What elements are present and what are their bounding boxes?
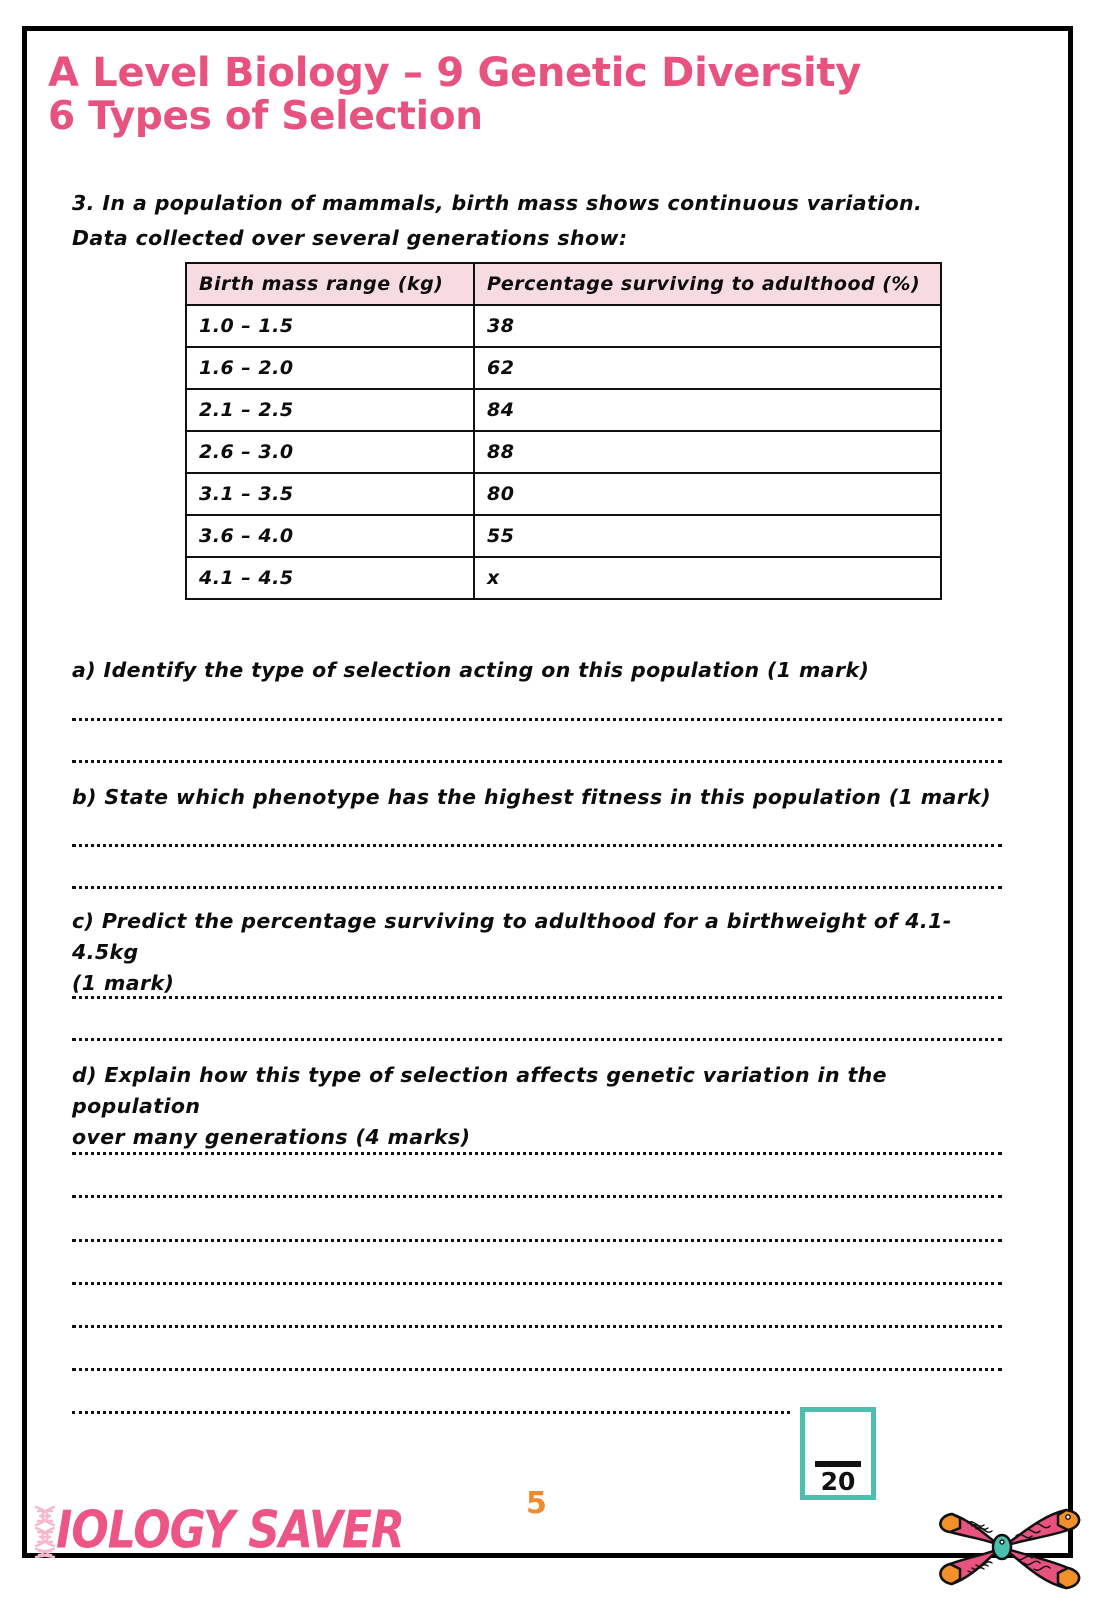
table-cell-percentage: 88: [474, 431, 941, 473]
table-row: [186, 557, 941, 599]
question-part-d: [72, 1060, 1012, 1152]
table-column-header-percentage: Percentage surviving to adulthood (%): [474, 263, 941, 305]
page-title-main: A Level Biology – 9 Genetic Diversity: [48, 50, 862, 96]
table-row: [186, 389, 941, 431]
answer-line-d-2[interactable]: [72, 1195, 1002, 1198]
biology-saver-logo: [30, 1500, 404, 1562]
table-cell-percentage: 62: [474, 347, 941, 389]
table-row: [186, 347, 941, 389]
question-intro-line-1: 3. In a population of mammals, birth mass shows continuous variation.: [72, 191, 923, 215]
answer-line-d-1[interactable]: [72, 1152, 1002, 1155]
table-cell-percentage: x: [474, 557, 941, 599]
page-header: [48, 52, 1028, 138]
table-cell-birth-mass: 1.6 – 2.0: [186, 347, 474, 389]
answer-line-d-4[interactable]: [72, 1282, 1002, 1285]
table-cell-percentage: 55: [474, 515, 941, 557]
table-cell-birth-mass: 3.1 – 3.5: [186, 473, 474, 515]
answer-line-a-2[interactable]: [72, 760, 1002, 763]
answer-line-c-1[interactable]: [72, 996, 1002, 999]
question-intro: [72, 186, 972, 257]
table-row: [186, 473, 941, 515]
question-intro-line-2: Data collected over several generations show:: [72, 226, 628, 251]
table-row: [186, 431, 941, 473]
table-cell-birth-mass: 4.1 – 4.5: [186, 557, 474, 599]
table-header-row: [186, 263, 941, 305]
table-cell-percentage: 80: [474, 473, 941, 515]
chromosome-icon: [916, 1492, 1096, 1602]
table-cell-birth-mass: 1.0 – 1.5: [186, 305, 474, 347]
table-cell-birth-mass: 2.1 – 2.5: [186, 389, 474, 431]
answer-line-d-3[interactable]: [72, 1239, 1002, 1242]
marks-total: 20: [820, 1467, 856, 1496]
marks-box: [800, 1407, 876, 1500]
table-cell-birth-mass: 3.6 – 4.0: [186, 515, 474, 557]
logo-text: IOLOGY SAVER: [56, 1500, 404, 1561]
answer-line-b-2[interactable]: [72, 886, 1002, 889]
answer-line-b-1[interactable]: [72, 844, 1002, 847]
table-body: [186, 305, 941, 599]
page-number: 5: [526, 1486, 547, 1521]
table-row: [186, 515, 941, 557]
table-row: [186, 305, 941, 347]
answer-line-c-2[interactable]: [72, 1038, 1002, 1041]
question-part-c-line-2: (1 mark): [72, 970, 175, 995]
question-part-b: b) State which phenotype has the highest fitness in this population (1 mark): [72, 785, 992, 809]
question-part-d-line-2: over many generations (4 marks): [72, 1124, 471, 1149]
page-title-sub: 6 Types of Selection: [48, 94, 483, 140]
answer-line-d-5[interactable]: [72, 1325, 1002, 1328]
answer-line-d-7[interactable]: [72, 1411, 790, 1414]
data-table-container: [185, 262, 940, 600]
table-cell-percentage: 38: [474, 305, 941, 347]
question-part-c: [72, 906, 1012, 998]
question-part-a: a) Identify the type of selection acting on this population (1 mark): [72, 658, 870, 682]
answer-line-a-1[interactable]: [72, 718, 1002, 721]
birth-mass-survival-table: [185, 262, 942, 600]
table-cell-percentage: 84: [474, 389, 941, 431]
table-cell-birth-mass: 2.6 – 3.0: [186, 431, 474, 473]
table-column-header-birth-mass: Birth mass range (kg): [186, 263, 474, 305]
answer-line-d-6[interactable]: [72, 1368, 1002, 1371]
question-part-c-line-1: c) Predict the percentage surviving to adulthood for a birthweight of 4.1-4.5kg: [72, 909, 952, 964]
question-part-d-line-1: d) Explain how this type of selection affects genetic variation in the population: [72, 1063, 887, 1118]
